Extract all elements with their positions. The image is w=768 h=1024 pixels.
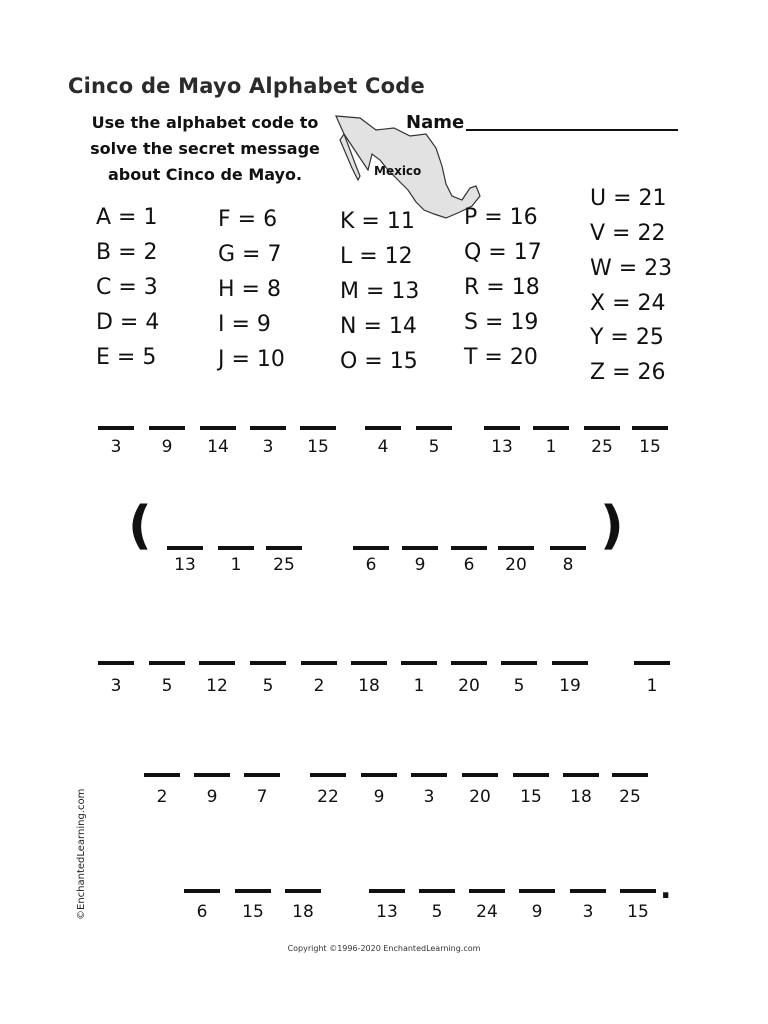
- instructions: [80, 110, 330, 188]
- code-entry: S = 19: [464, 310, 539, 335]
- close-parenthesis: ): [600, 496, 624, 556]
- code-entry: V = 22: [590, 221, 666, 246]
- instruction-line: about Cinco de Mayo.: [107, 165, 303, 184]
- code-number: 13: [376, 902, 398, 922]
- code-entry: J = 10: [218, 347, 285, 372]
- code-number: 15: [627, 902, 649, 922]
- page-title: Cinco de Mayo Alphabet Code: [68, 74, 425, 98]
- code-entry: U = 21: [590, 186, 667, 211]
- code-entry: O = 15: [340, 349, 418, 374]
- code-number: 6: [196, 902, 208, 922]
- code-number: 15: [639, 437, 661, 457]
- letter-blank[interactable]: [550, 546, 586, 550]
- code-number: 2: [156, 787, 168, 807]
- letter-blank[interactable]: [451, 661, 487, 665]
- letter-blank[interactable]: [469, 889, 505, 893]
- letter-blank[interactable]: [235, 889, 271, 893]
- letter-blank[interactable]: [149, 661, 185, 665]
- code-number: 9: [161, 437, 173, 457]
- letter-blank[interactable]: [552, 661, 588, 665]
- letter-blank[interactable]: [300, 426, 336, 430]
- letter-blank[interactable]: [218, 546, 254, 550]
- code-entry: L = 12: [340, 244, 413, 269]
- code-number: 20: [469, 787, 491, 807]
- open-parenthesis: (: [128, 496, 152, 556]
- letter-blank[interactable]: [584, 426, 620, 430]
- code-number: 20: [458, 676, 480, 696]
- code-number: 1: [646, 676, 658, 696]
- code-number: 5: [431, 902, 443, 922]
- letter-blank[interactable]: [200, 426, 236, 430]
- code-number: 2: [313, 676, 325, 696]
- letter-blank[interactable]: [250, 426, 286, 430]
- code-entry: W = 23: [590, 256, 673, 281]
- code-number: 18: [358, 676, 380, 696]
- code-number: 6: [463, 555, 475, 575]
- letter-blank[interactable]: [519, 889, 555, 893]
- code-entry: P = 16: [464, 205, 538, 230]
- code-number: 4: [377, 437, 389, 457]
- code-number: 5: [513, 676, 525, 696]
- letter-blank[interactable]: [563, 773, 599, 777]
- code-number: 1: [413, 676, 425, 696]
- code-number: 25: [619, 787, 641, 807]
- code-number: 5: [161, 676, 173, 696]
- code-entry: R = 18: [464, 275, 540, 300]
- code-number: 6: [365, 555, 377, 575]
- code-entry: D = 4: [96, 310, 160, 335]
- letter-blank[interactable]: [411, 773, 447, 777]
- code-number: 13: [491, 437, 513, 457]
- code-number: 19: [559, 676, 581, 696]
- letter-blank[interactable]: [351, 661, 387, 665]
- code-number: 3: [262, 437, 274, 457]
- letter-blank[interactable]: [620, 889, 656, 893]
- letter-blank[interactable]: [419, 889, 455, 893]
- code-entry: C = 3: [96, 275, 158, 300]
- name-label: Name: [406, 112, 465, 133]
- code-number: 14: [207, 437, 229, 457]
- code-number: 9: [206, 787, 218, 807]
- code-entry: T = 20: [464, 345, 538, 370]
- code-number: 3: [423, 787, 435, 807]
- period: .: [660, 871, 672, 906]
- letter-blank[interactable]: [184, 889, 220, 893]
- code-entry: Z = 26: [590, 360, 666, 385]
- code-number: 18: [292, 902, 314, 922]
- letter-blank[interactable]: [244, 773, 280, 777]
- code-number: 22: [317, 787, 339, 807]
- letter-blank[interactable]: [484, 426, 520, 430]
- letter-blank[interactable]: [365, 426, 401, 430]
- letter-blank[interactable]: [98, 426, 134, 430]
- code-entry: M = 13: [340, 279, 420, 304]
- code-number: 1: [230, 555, 242, 575]
- code-number: 9: [531, 902, 543, 922]
- code-entry: G = 7: [218, 242, 282, 267]
- code-entry: E = 5: [96, 345, 157, 370]
- letter-blank[interactable]: [498, 546, 534, 550]
- code-entry: N = 14: [340, 314, 417, 339]
- letter-blank[interactable]: [369, 889, 405, 893]
- letter-blank[interactable]: [285, 889, 321, 893]
- map-label: Mexico: [374, 164, 422, 178]
- code-number: 15: [242, 902, 264, 922]
- code-number: 20: [505, 555, 527, 575]
- code-entry: X = 24: [590, 291, 666, 316]
- code-number: 8: [562, 555, 574, 575]
- code-entry: A = 1: [96, 205, 158, 230]
- code-entry: K = 11: [340, 209, 415, 234]
- code-number: 12: [206, 676, 228, 696]
- letter-blank[interactable]: [570, 889, 606, 893]
- letter-blank[interactable]: [501, 661, 537, 665]
- code-entry: Y = 25: [590, 325, 664, 350]
- code-number: 9: [414, 555, 426, 575]
- code-number: 15: [307, 437, 329, 457]
- letter-blank[interactable]: [98, 661, 134, 665]
- code-entry: H = 8: [218, 277, 281, 302]
- letter-blank[interactable]: [301, 661, 337, 665]
- letter-blank[interactable]: [361, 773, 397, 777]
- instruction-line: Use the alphabet code to: [91, 113, 319, 132]
- code-number: 9: [373, 787, 385, 807]
- letter-blank[interactable]: [144, 773, 180, 777]
- code-number: 18: [570, 787, 592, 807]
- letter-blank[interactable]: [513, 773, 549, 777]
- code-number: 15: [520, 787, 542, 807]
- code-number: 13: [174, 555, 196, 575]
- instruction-line: solve the secret message: [90, 139, 320, 158]
- code-entry: I = 9: [218, 312, 271, 337]
- code-entry: F = 6: [218, 207, 278, 232]
- code-number: 3: [110, 676, 122, 696]
- code-number: 25: [273, 555, 295, 575]
- letter-blank[interactable]: [612, 773, 648, 777]
- code-number: 3: [110, 437, 122, 457]
- letter-blank[interactable]: [416, 426, 452, 430]
- code-number: 1: [545, 437, 557, 457]
- code-number: 5: [428, 437, 440, 457]
- letter-blank[interactable]: [353, 546, 389, 550]
- letter-blank[interactable]: [533, 426, 569, 430]
- letter-blank[interactable]: [167, 546, 203, 550]
- letter-blank[interactable]: [462, 773, 498, 777]
- letter-blank[interactable]: [149, 426, 185, 430]
- name-field[interactable]: [466, 129, 678, 131]
- letter-blank[interactable]: [199, 661, 235, 665]
- letter-blank[interactable]: [266, 546, 302, 550]
- letter-blank[interactable]: [401, 661, 437, 665]
- letter-blank[interactable]: [310, 773, 346, 777]
- code-number: 24: [476, 902, 498, 922]
- side-credit: ©EnchantedLearning.com: [76, 788, 87, 920]
- letter-blank[interactable]: [451, 546, 487, 550]
- code-number: 7: [256, 787, 268, 807]
- code-number: 5: [262, 676, 274, 696]
- letter-blank[interactable]: [402, 546, 438, 550]
- letter-blank[interactable]: [194, 773, 230, 777]
- code-number: 3: [582, 902, 594, 922]
- letter-blank[interactable]: [632, 426, 668, 430]
- letter-blank[interactable]: [250, 661, 286, 665]
- code-entry: B = 2: [96, 240, 158, 265]
- letter-blank[interactable]: [634, 661, 670, 665]
- code-entry: Q = 17: [464, 240, 542, 265]
- code-number: 25: [591, 437, 613, 457]
- copyright: Copyright ©1996-2020 EnchantedLearning.com: [287, 944, 481, 953]
